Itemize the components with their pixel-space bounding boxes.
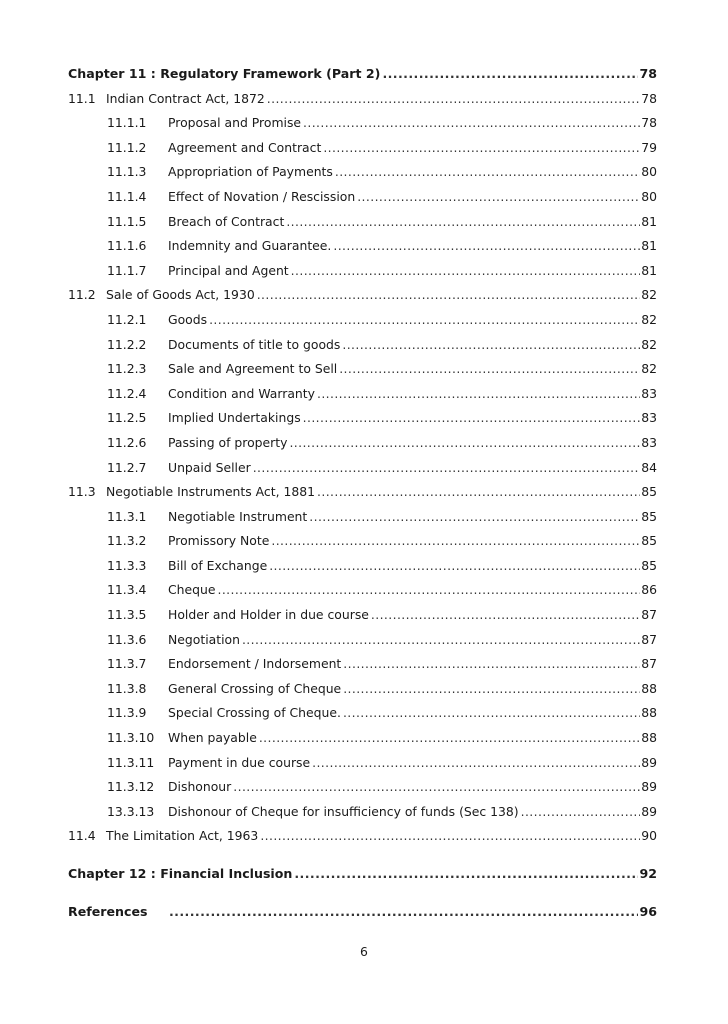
entry-title xyxy=(68,701,341,726)
page-ref: 81 xyxy=(641,262,657,278)
entry-title xyxy=(68,283,255,308)
entry-title xyxy=(68,824,258,849)
entry-title xyxy=(68,529,269,554)
toc-chapter-11[interactable] xyxy=(68,62,657,87)
entry-number: 11.2.4 xyxy=(107,385,147,401)
dot-leader xyxy=(343,677,640,702)
entry-title xyxy=(68,480,315,505)
page-ref: 83 xyxy=(641,410,657,426)
entry-text: Passing of property xyxy=(168,434,288,450)
entry-text: The Limitation Act, 1963 xyxy=(106,828,259,844)
page-ref: 88 xyxy=(641,730,657,746)
page-ref: 89 xyxy=(641,779,657,795)
page-ref: 89 xyxy=(641,754,657,770)
toc-subsection-11.3.10[interactable] xyxy=(68,726,657,751)
page-ref: 85 xyxy=(641,508,657,524)
entry-text: Indemnity and Guarantee. xyxy=(168,238,332,254)
entry-text: Effect of Novation / Rescission xyxy=(168,188,356,204)
toc-section-11.4[interactable] xyxy=(68,824,657,849)
entry-title xyxy=(68,234,331,259)
entry-text: Holder and Holder in due course xyxy=(168,607,369,623)
page-ref: 81 xyxy=(641,238,657,254)
page-ref: 87 xyxy=(641,656,657,672)
spacer xyxy=(68,849,657,862)
toc-subsection-11.2.6[interactable] xyxy=(68,431,657,456)
entry-number: 11.1.4 xyxy=(107,188,147,204)
entry-title xyxy=(68,308,207,333)
toc-references[interactable] xyxy=(68,900,657,925)
dot-leader xyxy=(294,862,638,887)
toc-subsection-11.3.4[interactable] xyxy=(68,578,657,603)
entry-number: 11.2.2 xyxy=(107,336,147,352)
page-ref: 88 xyxy=(641,705,657,721)
entry-number: 11.1.3 xyxy=(107,164,147,180)
entry-text: Negotiable Instrument xyxy=(168,508,308,524)
entry-text: Agreement and Contract xyxy=(168,139,322,155)
entry-text: Implied Undertakings xyxy=(168,410,301,426)
entry-number: 11.3.6 xyxy=(107,631,147,647)
references-title: References xyxy=(68,903,148,919)
entry-title xyxy=(68,160,333,185)
entry-title xyxy=(68,136,321,161)
entry-title xyxy=(68,259,289,284)
chapter-title: Chapter 12 : Financial Inclusion xyxy=(68,866,293,881)
entry-text: Indian Contract Act, 1872 xyxy=(106,90,265,106)
entry-title xyxy=(68,357,337,382)
page-ref: 81 xyxy=(641,213,657,229)
page-ref: 85 xyxy=(641,557,657,573)
entry-number: 11.4 xyxy=(68,828,96,844)
entry-title xyxy=(68,554,267,579)
entry-number: 11.1.2 xyxy=(107,139,147,155)
toc-subsection-11.2.5[interactable] xyxy=(68,406,657,431)
entry-text: Bill of Exchange xyxy=(168,557,268,573)
entry-text: Breach of Contract xyxy=(168,213,285,229)
toc-subsection-11.2.3[interactable] xyxy=(68,357,657,382)
toc-subsection-11.3.12[interactable] xyxy=(68,775,657,800)
entry-title xyxy=(68,382,315,407)
entry-number: 11.3.8 xyxy=(107,680,147,696)
entry-title xyxy=(68,333,340,358)
toc-subsection-11.3.3[interactable] xyxy=(68,554,657,579)
dot-leader xyxy=(267,87,640,112)
dot-leader xyxy=(242,628,640,653)
dot-leader xyxy=(209,308,640,333)
entry-number: 11.2.5 xyxy=(107,410,147,426)
dot-leader xyxy=(286,210,640,235)
page-ref: 85 xyxy=(641,533,657,549)
toc-subsection-11.2.2[interactable] xyxy=(68,333,657,358)
entry-title xyxy=(68,726,257,751)
entry-number: 11.2.1 xyxy=(107,311,147,327)
toc-subsection-13.3.13[interactable] xyxy=(68,800,657,825)
toc-sections xyxy=(68,87,657,849)
entry-number: 11.2 xyxy=(68,287,96,303)
toc-subsection-11.3.7[interactable] xyxy=(68,652,657,677)
toc-subsection-11.2.7[interactable] xyxy=(68,456,657,481)
dot-leader xyxy=(291,259,641,284)
dot-leader xyxy=(312,751,640,776)
entry-number: 11.2.7 xyxy=(107,459,147,475)
dot-leader xyxy=(371,603,640,628)
entry-text: When payable xyxy=(168,730,257,746)
entry-text: Dishonour of Cheque for insufficiency of funds (Sec 138) xyxy=(168,803,519,819)
toc-subsection-11.3.5[interactable] xyxy=(68,603,657,628)
entry-number: 11.3.4 xyxy=(107,582,147,598)
entry-number: 11.1.5 xyxy=(107,213,147,229)
page-ref: 82 xyxy=(641,361,657,377)
toc-subsection-11.1.2[interactable] xyxy=(68,136,657,161)
entry-number: 11.3.7 xyxy=(107,656,147,672)
entry-number: 13.3.13 xyxy=(107,803,155,819)
page-ref: 78 xyxy=(641,115,657,131)
dot-leader xyxy=(233,775,640,800)
entry-number: 11.2.6 xyxy=(107,434,147,450)
entry-title xyxy=(68,185,355,210)
toc-subsection-11.2.1[interactable] xyxy=(68,308,657,333)
page-ref: 80 xyxy=(641,188,657,204)
dot-leader xyxy=(257,283,641,308)
dot-leader xyxy=(269,554,640,579)
entry-text: Promissory Note xyxy=(168,533,270,549)
entry-text: Goods xyxy=(168,311,208,327)
dot-leader xyxy=(217,578,640,603)
entry-title xyxy=(68,652,341,677)
entry-text: Cheque xyxy=(168,582,216,598)
dot-leader xyxy=(343,701,640,726)
entry-number: 11.1.1 xyxy=(107,115,147,131)
entry-text: Condition and Warranty xyxy=(168,385,315,401)
toc-subsection-11.1.1[interactable] xyxy=(68,111,657,136)
entry-text: Payment in due course xyxy=(168,754,311,770)
entry-text: Special Crossing of Cheque. xyxy=(168,705,341,721)
entry-text: Principal and Agent xyxy=(168,262,289,278)
page-ref: 82 xyxy=(641,287,657,303)
page-ref: 92 xyxy=(639,866,657,881)
entry-number: 11.1 xyxy=(68,90,96,106)
entry-title xyxy=(68,431,287,456)
dot-leader xyxy=(303,111,640,136)
entry-text: Proposal and Promise xyxy=(168,115,302,131)
dot-leader xyxy=(333,234,640,259)
entry-number: 11.3.10 xyxy=(107,730,155,746)
entry-title xyxy=(68,111,301,136)
dot-leader xyxy=(169,900,638,925)
dot-leader xyxy=(303,406,641,431)
entry-title xyxy=(68,775,231,800)
entry-text: Sale of Goods Act, 1930 xyxy=(106,287,255,303)
toc-subsection-11.3.1[interactable] xyxy=(68,505,657,530)
toc-section-11.2[interactable] xyxy=(68,283,657,308)
toc-subsection-11.3.2[interactable] xyxy=(68,529,657,554)
dot-leader xyxy=(382,62,638,87)
dot-leader xyxy=(339,357,640,382)
chapter-title: Chapter 11 : Regulatory Framework (Part 2) xyxy=(68,66,381,81)
toc-section-11.3[interactable] xyxy=(68,480,657,505)
page-ref: 80 xyxy=(641,164,657,180)
toc-subsection-11.1.7[interactable] xyxy=(68,259,657,284)
entry-number: 11.3.1 xyxy=(107,508,147,524)
entry-title xyxy=(68,578,215,603)
page-ref: 78 xyxy=(641,90,657,106)
toc-subsection-11.1.3[interactable] xyxy=(68,160,657,185)
entry-text: Endorsement / Indorsement xyxy=(168,656,342,672)
page-ref: 85 xyxy=(641,484,657,500)
spacer xyxy=(68,887,657,900)
entry-title xyxy=(68,87,265,112)
entry-number: 11.3 xyxy=(68,484,96,500)
entry-text: Negotiable Instruments Act, 1881 xyxy=(106,484,316,500)
entry-title xyxy=(68,406,301,431)
entry-text: Dishonour xyxy=(168,779,232,795)
dot-leader xyxy=(317,480,640,505)
entry-title xyxy=(68,456,251,481)
entry-title xyxy=(68,628,240,653)
dot-leader xyxy=(309,505,640,530)
dot-leader xyxy=(289,431,640,456)
entry-number: 11.3.3 xyxy=(107,557,147,573)
table-of-contents xyxy=(68,62,657,924)
page-ref: 79 xyxy=(641,139,657,155)
page-ref: 89 xyxy=(641,803,657,819)
toc-section-11.1[interactable] xyxy=(68,87,657,112)
page-ref: 84 xyxy=(641,459,657,475)
entry-title xyxy=(68,505,307,530)
dot-leader xyxy=(342,333,640,358)
dot-leader xyxy=(260,824,640,849)
entry-text: Unpaid Seller xyxy=(168,459,251,475)
page-ref: 87 xyxy=(641,631,657,647)
page-ref: 88 xyxy=(641,680,657,696)
dot-leader xyxy=(271,529,640,554)
page-ref: 96 xyxy=(639,903,657,919)
page-ref: 82 xyxy=(641,336,657,352)
entry-title xyxy=(68,677,341,702)
entry-number: 11.1.7 xyxy=(107,262,147,278)
entry-number: 11.3.2 xyxy=(107,533,147,549)
page-ref: 82 xyxy=(641,311,657,327)
entry-number: 11.1.6 xyxy=(107,238,147,254)
toc-subsection-11.3.8[interactable] xyxy=(68,677,657,702)
page-ref: 83 xyxy=(641,434,657,450)
toc-chapter-12[interactable] xyxy=(68,862,657,887)
dot-leader xyxy=(343,652,640,677)
toc-subsection-11.2.4[interactable] xyxy=(68,382,657,407)
entry-title xyxy=(68,210,284,235)
entry-title xyxy=(68,751,310,776)
entry-title xyxy=(68,603,369,628)
toc-subsection-11.1.5[interactable] xyxy=(68,210,657,235)
dot-leader xyxy=(323,136,640,161)
entry-text: Sale and Agreement to Sell xyxy=(168,361,338,377)
entry-text: Documents of title to goods xyxy=(168,336,341,352)
toc-subsection-11.3.6[interactable] xyxy=(68,628,657,653)
entry-number: 11.3.12 xyxy=(107,779,155,795)
page-ref: 87 xyxy=(641,607,657,623)
entry-text: Negotiation xyxy=(168,631,240,647)
entry-number: 11.3.5 xyxy=(107,607,147,623)
entry-number: 11.3.11 xyxy=(107,754,155,770)
dot-leader xyxy=(317,382,640,407)
entry-number: 11.3.9 xyxy=(107,705,147,721)
page-ref: 83 xyxy=(641,385,657,401)
toc-subsection-11.1.4[interactable] xyxy=(68,185,657,210)
toc-subsection-11.3.11[interactable] xyxy=(68,751,657,776)
dot-leader xyxy=(335,160,640,185)
entry-text: Appropriation of Payments xyxy=(168,164,333,180)
dot-leader xyxy=(259,726,640,751)
entry-text: General Crossing of Cheque xyxy=(168,680,342,696)
page-number: 6 xyxy=(360,944,368,959)
dot-leader xyxy=(357,185,640,210)
toc-subsection-11.3.9[interactable] xyxy=(68,701,657,726)
entry-title xyxy=(68,800,519,825)
dot-leader xyxy=(253,456,641,481)
entry-number: 11.2.3 xyxy=(107,361,147,377)
dot-leader xyxy=(521,800,641,825)
page-ref: 78 xyxy=(639,66,657,81)
toc-subsection-11.1.6[interactable] xyxy=(68,234,657,259)
page-ref: 86 xyxy=(641,582,657,598)
page-ref: 90 xyxy=(641,828,657,844)
